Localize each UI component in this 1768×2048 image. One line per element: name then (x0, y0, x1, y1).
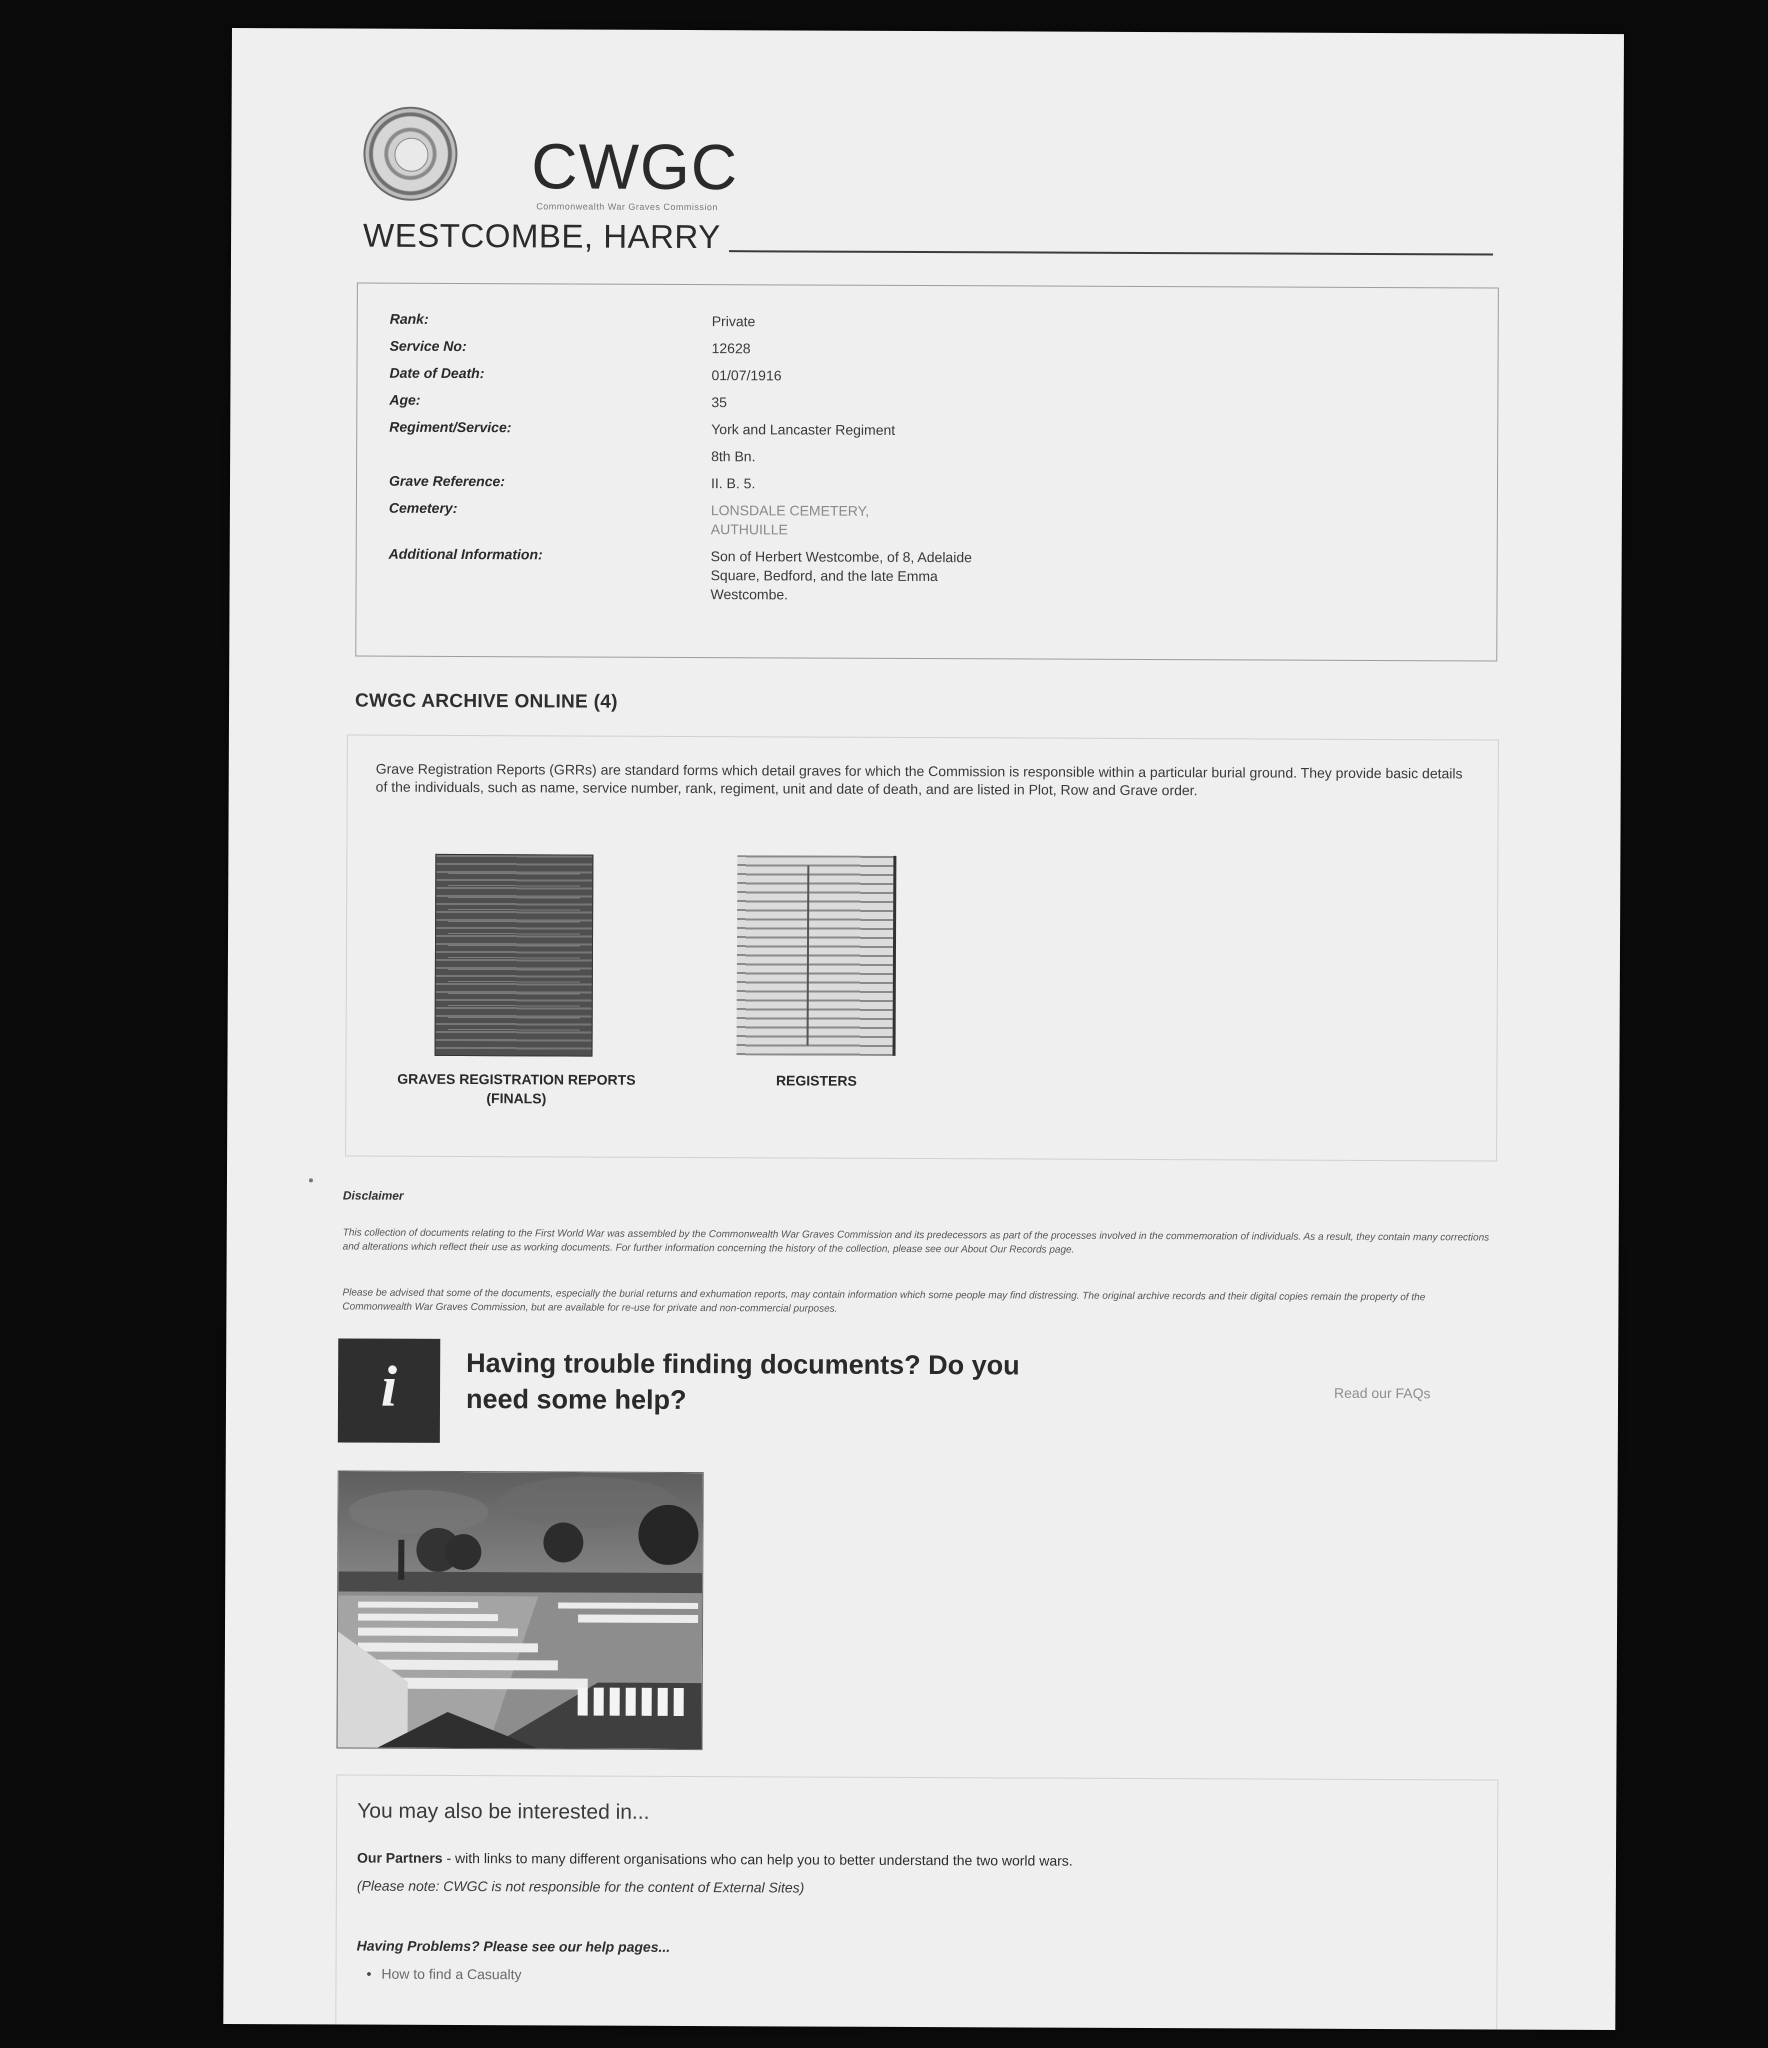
detail-value: 12628 (711, 340, 751, 357)
casualty-details-box (355, 283, 1499, 662)
casualty-name: WESTCOMBE, HARRY (363, 216, 721, 256)
detail-row-unit (357, 446, 1497, 465)
detail-label: Rank: (389, 310, 429, 327)
printed-page (223, 28, 1624, 2030)
detail-label: Additional Information: (388, 545, 543, 563)
info-icon (338, 1338, 440, 1442)
grr-document-thumbnail[interactable] (435, 854, 594, 1057)
how-to-find-casualty-link[interactable]: • How to find a Casualty (366, 1966, 521, 1983)
detail-label: Date of Death: (389, 364, 485, 382)
detail-value: Private (711, 313, 756, 330)
name-underline (729, 250, 1493, 255)
detail-value: 01/07/1916 (711, 367, 782, 384)
disclaimer-paragraph-2: Please be advised that some of the documents, especially the burial returns and exhumation reports, may contain information which some people may find distressing. The original archive records and their digital copies remain the property of the Commonwealth War Graves Commission, but are available for re-use for private and non-commercial purposes. (342, 1287, 1426, 1315)
interest-title: You may also be interested in... (357, 1799, 650, 1824)
detail-label: Service No: (389, 337, 467, 355)
cemetery-photo (336, 1470, 703, 1750)
detail-label: Age: (389, 391, 421, 408)
grr-document-label[interactable]: GRAVES REGISTRATION REPORTS (FINALS) (397, 1070, 636, 1107)
info-letter: i (380, 1353, 398, 1419)
faq-link[interactable]: Read our FAQs (1334, 1384, 1431, 1402)
detail-label: Grave Reference: (388, 472, 506, 490)
detail-value: Son of Herbert Westcombe, of 8, Adelaide Square, Bedford, and the late Emma Westcombe. (710, 548, 972, 603)
detail-row-service-no (358, 337, 1498, 357)
detail-row-age (357, 391, 1497, 411)
archive-box (345, 735, 1499, 1162)
detail-label: Regiment/Service: (389, 418, 512, 436)
cwgc-wordmark: CWGC (531, 130, 739, 204)
detail-row-additional-info (357, 545, 1497, 603)
cwgc-wordmark-subtitle: Commonwealth War Graves Commission (536, 201, 718, 213)
registers-document-label[interactable]: REGISTERS (775, 1072, 857, 1089)
detail-row-date-of-death (358, 364, 1498, 384)
detail-value: II. B. 5. (710, 475, 756, 492)
archive-description: Grave Registration Reports (GRRs) are standard forms which detail graves for which the Commission is responsible within a particular burial ground. They provide basic details of the individuals, such as name, service number, rank, regiment, unit and date of death, and are listed in Plot, Row and Grave order. (375, 760, 1463, 799)
detail-value: 35 (711, 394, 727, 411)
detail-label: Cemetery: (388, 499, 458, 516)
cemetery-link[interactable]: LONSDALE CEMETERY, AUTHUILLE (710, 502, 870, 538)
partners-line (357, 1850, 1073, 1869)
detail-row-regiment (357, 418, 1497, 438)
detail-row-cemetery (357, 499, 1497, 538)
disclaimer-paragraph-1: This collection of documents relating to the First World War was assembled by the Commonwealth War Graves Commission and its predecessors as part of the processes involved in the commemoration of individuals. As a result, they contain many corrections and alterations which reflect their use as working documents. For further information concerning the history of the collection, please see our About Our Records page. (342, 1227, 1490, 1256)
detail-value: York and Lancaster Regiment (711, 421, 896, 438)
archive-section-title: CWGC ARCHIVE ONLINE (4) (355, 690, 618, 713)
stray-dot (309, 1178, 313, 1182)
help-pages-heading: Having Problems? Please see our help pages... (356, 1937, 671, 1955)
detail-row-grave-reference (357, 472, 1497, 492)
interest-box (335, 1774, 1498, 2030)
help-heading: Having trouble finding documents? Do you need some help? (465, 1348, 1020, 1415)
partners-link[interactable]: Our Partners (356, 1849, 443, 1866)
registers-document-thumbnail[interactable] (737, 855, 897, 1056)
casualty-name-row (363, 217, 1493, 260)
cwgc-seal-logo (363, 107, 457, 201)
detail-row-rank (358, 310, 1498, 330)
external-sites-note: (Please note: CWGC is not responsible for the content of External Sites) (356, 1877, 805, 1896)
disclaimer-title: Disclaimer (342, 1188, 404, 1203)
detail-value: 8th Bn. (711, 448, 756, 465)
partners-description: - with links to many different organisations who can help you to better understand the two world wars. (442, 1849, 1073, 1869)
